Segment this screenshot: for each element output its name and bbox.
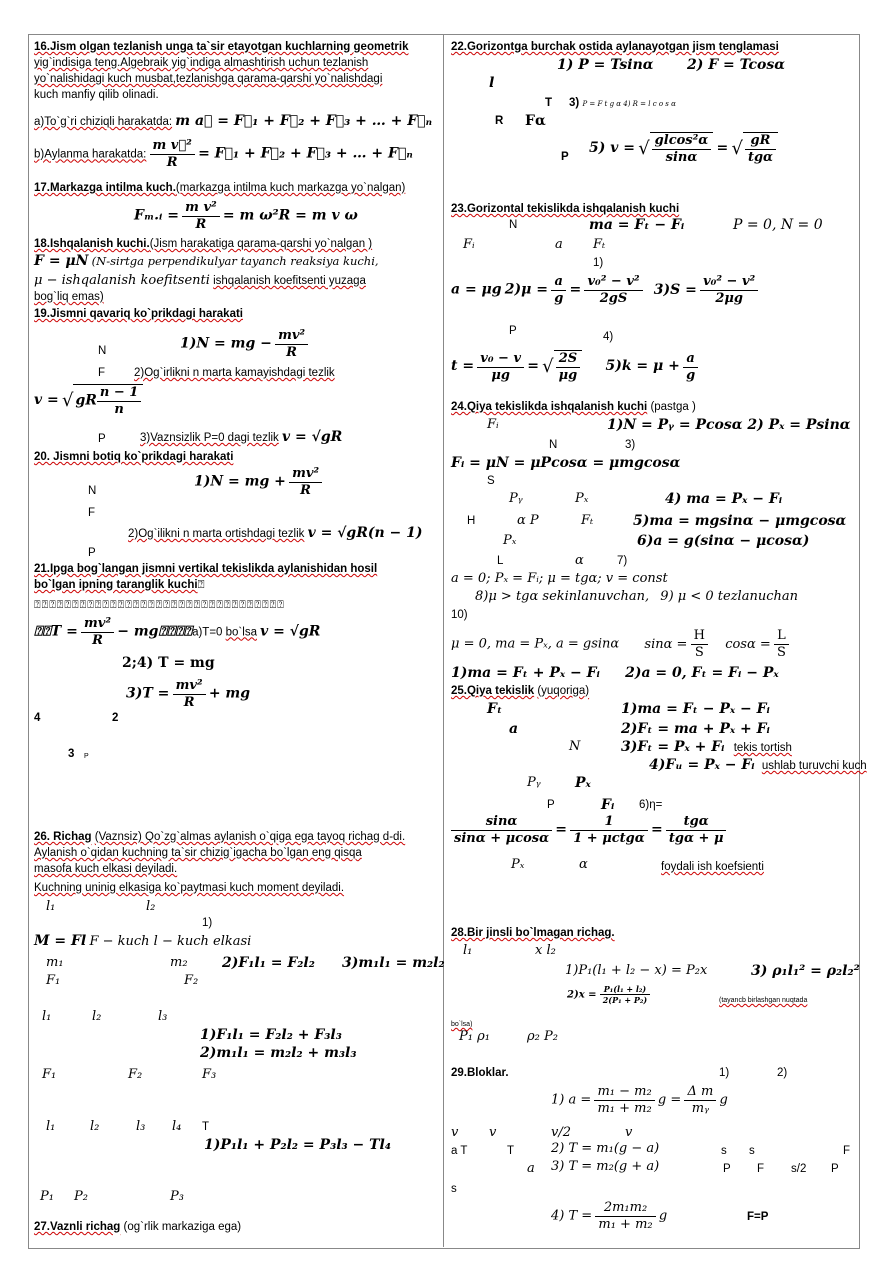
s20-2-formula: v = √gR(n − 1) [307,525,423,541]
s29-v2: v [489,1125,497,1140]
s24-8: 8)μ > tgα sekinlanuvchan, [475,589,650,604]
s19-2: 2)Og`irlikni n marta kamayishdagi tezlik [134,367,335,379]
s25-eta-d1: sinα + μcosα [454,831,550,846]
s23-Fi: Fᵢ [463,237,475,252]
s17-den: R [195,217,207,232]
s22-title: 22.Gorizontga burchak ostida aylanayotgan jism tenglamasi [451,41,779,53]
s24-cos: cosα = [725,636,771,652]
s26-b-F2: F₂ [128,1067,143,1082]
s24-10: 10) [451,609,468,621]
s29-v: v [451,1125,459,1140]
s25-eta-eq2: = [650,821,663,838]
s26-1: 1) [202,917,213,929]
s18-note: (N-sirtga perpendikulyar tayanch reaksiya kuchi, [91,254,379,268]
s29-P2: P [831,1163,839,1175]
s24-11: 1)ma = Fₜ + Pₓ − Fᵢ [451,665,600,681]
s16-b-den: R [166,155,178,170]
s26-b-l2: l₂ [92,1009,102,1024]
sqrt-icon: √ [61,390,74,411]
s23-2-d1: g [554,291,564,306]
s28-l1: l₁ [463,943,473,958]
s29-4-g: g [658,1208,668,1224]
s29-P: P [723,1163,731,1175]
s17-num: m v² [182,200,220,217]
s28-2: 2)x = [567,989,597,1001]
s17-rest: (markazga intilma kuch markazga yo`nalgan) [175,182,406,194]
s26-m1: m₁ [46,955,64,970]
s25-2: 2)Fₜ = ma + Pₓ + Fᵢ [621,721,770,737]
s26-F1: F₁ [46,973,61,988]
s21-f-v: v = √gR [260,623,321,640]
s23-t-rd: μg [558,368,578,383]
s24-sin-n: H [691,628,708,645]
s23-2: 2)μ = [504,281,549,298]
s26-F2: F₂ [184,973,199,988]
s22-l: l [489,75,495,91]
s22-5-r2d: tgα [747,150,774,165]
s24-5: 5)ma = mgsinα − μmgcosα [633,513,847,529]
s23-t-rn: 2S [556,351,581,368]
s17-title: 17.Markazga intilma kuch. [34,182,176,194]
s27-title: 27.Vaznli richag [34,1221,121,1233]
s17-rhs: = m ω²R = m v ω [222,207,358,224]
s22-5-r1d: sinα [665,150,698,165]
s29-1: 1) a = [551,1092,592,1108]
s26-c-f1: 1)P₁l₁ + P₂l₂ = P₃l₃ − Tl₄ [204,1137,391,1153]
s25-Py: Pᵧ [527,775,541,790]
sqrt-icon: √ [638,138,650,159]
s29-1-d: m₁ + m₂ [597,1101,652,1116]
s21-f-bolsa: bo`lsa [225,626,257,639]
s26-l2: l₂ [146,899,156,914]
s22-5-r1n: glcos²α [652,133,712,150]
s21-3-lhs: 3)T = [126,685,170,702]
column-divider [443,34,444,1247]
s26-b-f1: 1)F₁l₁ = F₂l₂ + F₃l₃ [200,1027,342,1043]
s22-f1: 1) P = Tsinα [557,57,654,73]
s23-t-eq: = [527,358,539,375]
s16-line2: yig`indisiga teng.Algebraik yig`indiga almashtirish uchun tezlanish [34,57,369,69]
s24-4: 4) ma = Pₓ − Fᵢ [665,491,783,507]
sqrt-icon: √ [542,356,554,377]
s29-4: 4) T = [551,1208,593,1224]
s23-amug: a = μg [451,281,502,298]
s25-N: N [569,739,581,754]
s21-2-4: 2;4) T = mg [122,655,215,671]
s29-1-g: g = [657,1092,682,1108]
s20-2: 2)Og`ilikni n marta ortishdagi tezlik [128,528,305,540]
s25-Px: Pₓ [575,775,591,791]
s23-N: N [509,219,518,231]
s21-f-mid: − mg⍰⍰⍰⍰ [117,623,193,640]
s24-rest: (pastga ) [650,401,696,413]
s24-3: 3) [625,439,636,451]
s19-F: F [98,367,106,379]
s21-p: P [84,753,89,760]
s29-a: a [527,1161,535,1176]
s25-rest: (yuqoriga) [537,685,590,697]
s21-boxes: ⍰⍰⍰⍰⍰⍰⍰⍰⍰⍰⍰⍰⍰⍰⍰⍰⍰⍰⍰⍰⍰⍰⍰⍰⍰⍰⍰⍰⍰⍰⍰⍰⍰ [34,599,285,611]
s28-P1: P₁ ρ₁ [459,1029,490,1044]
s25-eta-d3: tgα + μ [668,831,724,846]
s19-title: 19.Jismni qavariq ko`prikdagi harakati [34,308,243,320]
s25-3note: tekis tortish [733,742,792,754]
s16-a-label: a)To`g`ri chiziqli harakatda: [34,116,173,128]
s28-3: 3) ρ₁l₁² = ρ₂l₂² [751,963,860,979]
s22-5: 5) v = [589,140,635,157]
s29-v4: v [625,1125,633,1140]
s19-v-den: n [114,402,124,417]
s28-P2: ρ₂ P₂ [527,1029,558,1044]
s16-b-rhs: = F⃗₁ + F⃗₂ + F⃗₃ + … + F⃗ₙ [198,145,413,162]
s26-M: M = Fl [34,933,87,949]
s21-3-rhs: + mg [208,685,251,702]
s16-b-label: b)Aylanma harakatda: [34,148,147,161]
s24-cos-d: S [776,645,786,660]
s29-T: T [507,1145,515,1157]
s16-line4: kuch manfiy qilib olinadi. [34,89,159,101]
s26-c-l3: l₃ [136,1119,146,1134]
s26-t4: Kuchning uninig elkasiga ko`paytmasi kuch moment deyiladi. [34,882,345,894]
s28-x: x l₂ [535,943,556,958]
s23-2-d2: 2gS [599,291,628,306]
s21-f-num: mv² [81,616,114,633]
s21-box1: ⍰ [197,579,205,591]
s21-2: 2 [112,712,119,724]
s26-t3: masofa kuch elkasi deyiladi. [34,863,178,875]
s23-t-d: μg [491,367,510,383]
s29-v3: v/2 [551,1125,571,1140]
s22-f2: 2) F = Tcosα [687,57,785,73]
s28-2-n: P₁(l₁ + l₂) [600,984,650,995]
s19-v-num: n − 1 [97,385,141,402]
s28-bolsa: bo`lsa) [451,1021,473,1028]
s25-eta-n3: tgα [666,814,727,831]
s24-12: 2)a = 0, Fₜ = Fᵢ − Pₓ [625,665,779,681]
s24-cos-n: L [774,628,789,645]
s29-1-g2: g [719,1092,728,1108]
s26-m2: m₂ [170,955,188,970]
s20-f1-lhs: 1)N = mg + [194,473,286,490]
s26-b-l3: l₃ [158,1009,168,1024]
s23-1: 1) [593,257,604,269]
s19-f1-lhs: 1)N = mg − [180,335,272,352]
s25-Px2: Pₓ [511,857,525,872]
s24-L: L [497,555,504,567]
s29-3: 3) T = m₂(g + a) [551,1159,660,1174]
s25-eta-eq1: = [555,821,568,838]
s16-b-num: m v⃗² [150,138,195,155]
s21-4: 4 [34,712,41,724]
s24-H: H [467,515,476,527]
s19-3: 3)Vaznsizlik P=0 dagi tezlik [140,432,279,444]
s22-Fa: Fα [525,113,546,129]
s24-7: 7) [617,555,628,567]
s29-F: F [843,1145,851,1157]
s19-v-lhs: v = [34,392,59,409]
s25-foydali: foydali ish koefsienti [661,861,764,873]
s26-c-l4: l₄ [172,1119,182,1134]
s19-f1-num: mv² [275,328,308,345]
s23-P: P [509,325,517,337]
left-column [34,38,445,1243]
s20-N: N [88,485,97,497]
s22-3-small: P = F t g α 4) R = l c o s α [582,100,676,108]
s18-line4: bog`liq emas) [34,291,104,303]
s29-s2b: s/2 [791,1163,807,1175]
s21-line1: 21.Ipga bog`langan jismni vertikal tekislikda aylanishidan hosil [34,563,378,575]
s22-5-eq: = [716,140,729,157]
s26-b-l1: l₁ [42,1009,52,1024]
s21-3-num: mv² [173,678,206,695]
s19-3-formula: v = √gR [282,429,343,445]
s25-Fi: Fᵢ [601,797,615,813]
s28-note: (tayancb birlashgan nuqtada [719,997,808,1004]
s24-Ft: Fₜ [581,513,594,528]
s26-title: 26. Richag [34,831,92,843]
s19-v-gR: gR [75,392,97,409]
s29-FP: F=P [747,1211,769,1223]
s18-mu: μ − ishqalanish koefitsenti [34,273,210,288]
s24-N: N [549,439,558,451]
s29-2: 2) T = m₁(g − a) [551,1141,660,1156]
s23-f: ma = Fₜ − Fᵢ [589,217,685,233]
s21-3-den: R [183,695,195,710]
s29-h2: 2) [777,1067,788,1079]
s24-sin: sinα = [644,636,688,652]
s25-1: 1)ma = Fₜ − Pₓ − Fᵢ [621,701,770,717]
s23-2-n1: a [551,274,566,291]
s25-a: a [509,721,519,737]
s29-s1: s [721,1145,727,1157]
s23-3: 3)S = [653,281,697,298]
s24-9: 9) μ < 0 tezlanuchan [660,589,798,604]
s24-6: 6)a = g(sinα − μcosα) [637,533,810,549]
s23-3-d: 2μg [715,291,743,306]
s28-1: 1)P₁(l₁ + l₂ − x) = P₂x [565,963,708,978]
s26-t1: (Vaznsiz) Qo`zg`almas aylanish o`qiga ega tayoq richag d-di. [94,831,406,843]
s25-Ft: Fₜ [487,701,503,717]
s24-aP: α P [517,513,539,528]
s16-line3: yo`nalishidagi kuch musbat,tezlanishga qarama-qarshi yo`nalishdagi [34,73,383,85]
s25-3: 3)Fₜ = Pₓ + Fᵢ [621,739,725,755]
s25-4note: ushlab turuvchi kuch [761,760,867,772]
s16-a-formula: m a⃗ = F⃗₁ + F⃗₂ + F⃗₃ + … + F⃗ₙ [175,113,432,129]
s26-c-P2: P₂ [74,1189,88,1204]
s26-c-P1: P₁ [40,1189,54,1204]
s24-sin-d: S [694,645,704,660]
s24-f3: Fᵢ = μN = μPcosα = μmgcosα [451,455,681,471]
s22-R: R [495,115,504,127]
s22-3: 3) [569,97,580,109]
s19-f1-den: R [286,345,297,360]
s23-5: 5)k = μ + [605,358,680,375]
s26-c-P3: P₃ [170,1189,184,1204]
s25-eta-n1: sinα [451,814,552,831]
s23-4: 4) [603,331,614,343]
s23-5-n: a [683,351,698,368]
s26-l1: l₁ [46,899,56,914]
s23-2-eq: = [569,281,582,298]
s17-lhs: Fₘ.ᵢ = [134,207,179,224]
s24-1: 1)N = Pᵧ = Pcosα 2) Pₓ = Psinα [607,417,851,433]
s24-alpha: α [575,553,584,568]
s25-6: 6)η= [639,799,663,811]
s29-s: s [451,1183,457,1195]
s24-Fi: Fᵢ [487,417,499,432]
s22-T: T [545,97,553,109]
s26-c-l1: l₁ [46,1119,56,1134]
s23-t: t = [451,358,475,375]
s26-b-f2: 2)m₁l₁ = m₂l₂ + m₃l₃ [200,1045,357,1061]
s24-10f: μ = 0, ma = Pₓ, a = gsinα [451,636,620,652]
s23-5-d: g [686,367,696,383]
s19-P: P [98,433,106,445]
s26-f2: 2)F₁l₁ = F₂l₂ [222,955,315,971]
s26-b-F1: F₁ [42,1067,57,1082]
s21-3: 3 [68,748,75,760]
s29-aT: a T [451,1145,468,1157]
s22-P: P [561,151,569,163]
s21-f-a: a)T=0 [192,626,223,639]
s29-h1: 1) [719,1067,730,1079]
s28-title: 28.Bir jinsli bo`lmagan richag. [451,927,615,939]
s25-4: 4)Fᵤ = Pₓ − Fᵢ [649,757,755,773]
s29-title: 29.Bloklar. [451,1067,509,1079]
s23-a: a [555,237,563,252]
s16-line1: 16.Jism olgan tezlanish unga ta`sir etayotgan kuchlarning geometrik [34,41,409,53]
s18-rest: (Jism harakatiga qarama-qarshi yo`nalgan ) [149,238,373,250]
s26-f3: 3)m₁l₁ = m₂l₂ [342,955,445,971]
s23-Ft: Fₜ [593,237,606,252]
s26-M-note: F − kuch l − kuch elkasi [89,934,252,949]
s29-1-n2: Δ m [684,1084,716,1101]
s29-4-d: m₁ + m₂ [598,1217,653,1232]
s29-F2: F [757,1163,765,1175]
s21-line2: bo`lgan ipning taranglik kuchi [34,579,198,591]
s23-t-n: v₀ − v [477,351,524,368]
s20-F: F [88,507,96,519]
s20-title: 20. Jismni botiq ko`prikdagi harakati [34,451,234,463]
s25-eta-n2: 1 [570,814,648,831]
s29-1-d2: mᵧ [691,1101,710,1116]
right-column [451,38,867,1243]
s24-S: S [487,475,495,487]
s23-title: 23.Gorizontal tekislikda ishqalanish kuchi [451,203,680,215]
s29-s2: s [749,1145,755,1157]
s23-3-n: v₀² − v² [700,274,758,291]
s24-7f: a = 0; Pₓ = Fᵢ; μ = tgα; v = const [451,571,668,586]
s29-4-n: 2m₁m₂ [595,1200,655,1217]
s18-formula: F = μN [34,253,89,269]
s26-b-F3: F₃ [202,1067,217,1082]
s23-f2: P = 0, N = 0 [733,217,823,233]
s27-rest: (og`rlik markaziga ega) [123,1221,242,1233]
s20-f1-num: mv² [289,466,322,483]
sqrt-icon: √ [731,138,743,159]
s25-title: 25.Qiya tekislik [451,685,535,697]
s20-P: P [88,547,96,559]
s29-1-n: m₁ − m₂ [594,1084,654,1101]
s25-P: P [547,799,555,811]
s24-Px2: Pₓ [503,533,517,548]
s26-c-T: T [202,1121,210,1133]
s21-f-pre: ⍰⍰T = [34,623,78,640]
s23-2-n2: v₀² − v² [584,274,642,291]
s22-5-r2n: gR [745,133,776,150]
s24-Py: Pᵧ [509,491,523,506]
s24-Px: Pₓ [575,491,589,506]
s18-mu-rest: ishqalanish koefitsenti yuzaga [213,275,366,287]
s26-t2: Aylanish o`qidan kuchning ta`sir chizig`igacha bo`lgan eng qisqa [34,847,362,859]
s25-eta-d2: 1 + μctgα [573,831,645,846]
s19-N: N [98,345,107,357]
s26-c-l2: l₂ [90,1119,100,1134]
s25-alpha: α [579,857,588,872]
s18-title: 18.Ishqalanish kuchi. [34,238,150,250]
s21-f-den: R [92,633,103,648]
s28-2-d: 2(P₁ + P₂) [602,995,648,1005]
s24-title: 24.Qiya tekislikda ishqalanish kuchi [451,401,648,413]
s20-f1-den: R [300,483,311,498]
